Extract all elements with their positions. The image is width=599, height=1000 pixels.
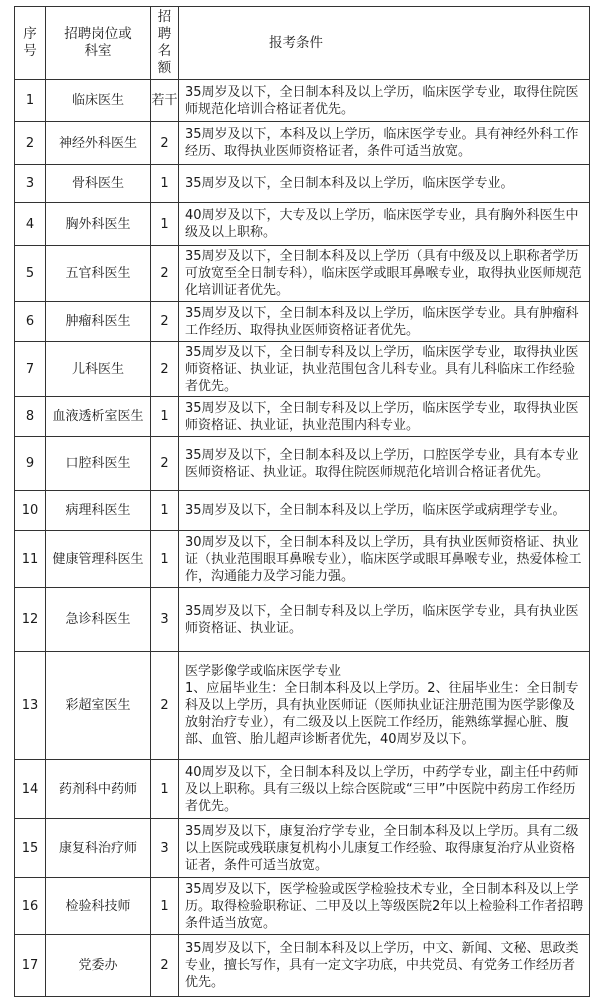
table-row: [15, 760, 590, 819]
row-no-cell: 1: [15, 80, 46, 122]
header-position: 招聘岗位或科室: [46, 7, 151, 80]
table-row: [15, 397, 590, 437]
row-no-cell: 14: [15, 760, 46, 819]
row-no-cell: 4: [15, 203, 46, 246]
table-row: [15, 246, 590, 302]
row-no-cell: 12: [15, 588, 46, 652]
row-position-cell: 急诊科医生: [46, 588, 151, 652]
row-no-cell: 3: [15, 165, 46, 203]
row-position-cell: 血液透析室医生: [46, 397, 151, 437]
row-count-cell: 1: [151, 203, 179, 246]
row-position-cell: 彩超室医生: [46, 652, 151, 760]
row-position-cell: 肿瘤科医生: [46, 302, 151, 342]
row-count-cell: 1: [151, 491, 179, 531]
recruitment-table-container: [14, 6, 589, 997]
row-requirements-cell: 35周岁及以下，康复治疗学专业，全日制本科及以上学历。具有二级以上医院或残联康复机构小儿康复工作经验、取得康复治疗从业资格证者，条件可适当放宽。: [179, 819, 590, 878]
row-position-cell: 康复科治疗师: [46, 819, 151, 878]
row-count-cell: 3: [151, 588, 179, 652]
row-no-cell: 15: [15, 819, 46, 878]
row-requirements-cell: 医学影像学或临床医学专业 1、应届毕业生：全日制本科及以上学历。2、往届毕业生：全日制专科及以上学历，具有执业医师证（医师执业证注册范围为医学影像及放射治疗专业），有二级及以上医院工作经历，能熟练掌握心脏、腹部、血管、胎儿超声诊断者优先，40周岁及以下。: [179, 652, 590, 760]
row-count-cell: 1: [151, 397, 179, 437]
row-no-cell: 17: [15, 935, 46, 997]
row-count-cell: 2: [151, 302, 179, 342]
row-position-cell: 口腔科医生: [46, 437, 151, 491]
table-row: [15, 122, 590, 165]
recruitment-table: [14, 6, 590, 997]
row-requirements-cell: 35周岁及以下，全日制本科及以上学历，临床医学或病理学专业。: [179, 491, 590, 531]
row-requirements-cell: 30周岁及以下，全日制本科及以上学历，具有执业医师资格证、执业证（执业范围眼耳鼻喉专业），临床医学或眼耳鼻喉专业，热爱体检工作，沟通能力及学习能力强。: [179, 531, 590, 588]
row-requirements-cell: 35周岁及以下，全日制本科及以上学历，临床医学专业。具有肿瘤科工作经历、取得执业医师资格证者优先。: [179, 302, 590, 342]
row-position-cell: 儿科医生: [46, 342, 151, 397]
row-requirements-cell: 35周岁及以下，全日制本科及以上学历，临床医学专业，取得住院医师规范化培训合格证者优先。: [179, 80, 590, 122]
table-row: [15, 819, 590, 878]
table-row: [15, 652, 590, 760]
row-count-cell: 2: [151, 652, 179, 760]
row-no-cell: 11: [15, 531, 46, 588]
row-count-cell: 2: [151, 246, 179, 302]
row-requirements-cell: 35周岁及以下，全日制专科及以上学历，临床医学专业，取得执业医师资格证、执业证，执业范围包含儿科专业。具有儿科临床工作经验者优先。: [179, 342, 590, 397]
row-position-cell: 五官科医生: [46, 246, 151, 302]
row-no-cell: 16: [15, 878, 46, 935]
header-no: 序号: [15, 7, 46, 80]
row-position-cell: 骨科医生: [46, 165, 151, 203]
table-row: [15, 878, 590, 935]
header-requirements: 报考条件: [179, 7, 590, 80]
row-position-cell: 胸外科医生: [46, 203, 151, 246]
table-row: [15, 342, 590, 397]
table-row: [15, 531, 590, 588]
row-requirements-cell: 35周岁及以下，全日制专科及以上学历，临床医学专业，具有执业医师资格证、执业证。: [179, 588, 590, 652]
row-position-cell: 健康管理科医生: [46, 531, 151, 588]
table-row: [15, 203, 590, 246]
row-no-cell: 8: [15, 397, 46, 437]
row-count-cell: 2: [151, 935, 179, 997]
row-no-cell: 10: [15, 491, 46, 531]
row-requirements-cell: 35周岁及以下，全日制本科及以上学历，临床医学专业。: [179, 165, 590, 203]
row-position-cell: 药剂科中药师: [46, 760, 151, 819]
row-position-cell: 党委办: [46, 935, 151, 997]
row-no-cell: 9: [15, 437, 46, 491]
row-count-cell: 1: [151, 878, 179, 935]
row-position-cell: 神经外科医生: [46, 122, 151, 165]
table-row: [15, 588, 590, 652]
table-row: [15, 80, 590, 122]
row-count-cell: 2: [151, 342, 179, 397]
row-requirements-cell: 35周岁及以下，全日制本科及以上学历，中文、新闻、文秘、思政类专业，擅长写作，具有一定文字功底，中共党员、有党务工作经历者优先。: [179, 935, 590, 997]
table-row: [15, 491, 590, 531]
row-count-cell: 1: [151, 760, 179, 819]
row-count-cell: 2: [151, 437, 179, 491]
header-count: 招聘名额: [151, 7, 179, 80]
table-row: [15, 437, 590, 491]
row-no-cell: 5: [15, 246, 46, 302]
row-count-cell: 若干: [151, 80, 179, 122]
table-body: [15, 80, 590, 997]
table-row: [15, 935, 590, 997]
row-position-cell: 临床医生: [46, 80, 151, 122]
row-requirements-cell: 40周岁及以下，大专及以上学历，临床医学专业，具有胸外科医生中级及以上职称。: [179, 203, 590, 246]
row-requirements-cell: 35周岁及以下，医学检验或医学检验技术专业，全日制本科及以上学历。取得检验职称证、二甲及以上等级医院2年以上检验科工作者招聘条件适当放宽。: [179, 878, 590, 935]
row-count-cell: 1: [151, 531, 179, 588]
row-requirements-cell: 35周岁及以下，全日制专科及以上学历，临床医学专业，取得执业医师资格证、执业证，执业范围内科专业。: [179, 397, 590, 437]
row-requirements-cell: 35周岁及以下，全日制本科及以上学历，口腔医学专业，具有本专业医师资格证、执业证。取得住院医师规范化培训合格证者优先。: [179, 437, 590, 491]
row-position-cell: 检验科技师: [46, 878, 151, 935]
row-no-cell: 6: [15, 302, 46, 342]
row-count-cell: 1: [151, 165, 179, 203]
row-count-cell: 3: [151, 819, 179, 878]
table-row: [15, 302, 590, 342]
row-requirements-cell: 35周岁及以下，本科及以上学历，临床医学专业。具有神经外科工作经历、取得执业医师资格证者，条件可适当放宽。: [179, 122, 590, 165]
row-no-cell: 7: [15, 342, 46, 397]
table-row: [15, 165, 590, 203]
row-position-cell: 病理科医生: [46, 491, 151, 531]
row-requirements-cell: 35周岁及以下，全日制本科及以上学历（具有中级及以上职称者学历可放宽至全日制专科），临床医学或眼耳鼻喉专业，取得执业医师规范化培训证者优先。: [179, 246, 590, 302]
row-no-cell: 13: [15, 652, 46, 760]
row-count-cell: 2: [151, 122, 179, 165]
row-requirements-cell: 40周岁及以下，全日制本科及以上学历，中药学专业，副主任中药师及以上职称。具有三级以上综合医院或“三甲”中医院中药房工作经历者优先。: [179, 760, 590, 819]
row-no-cell: 2: [15, 122, 46, 165]
table-header-row: [15, 7, 590, 80]
